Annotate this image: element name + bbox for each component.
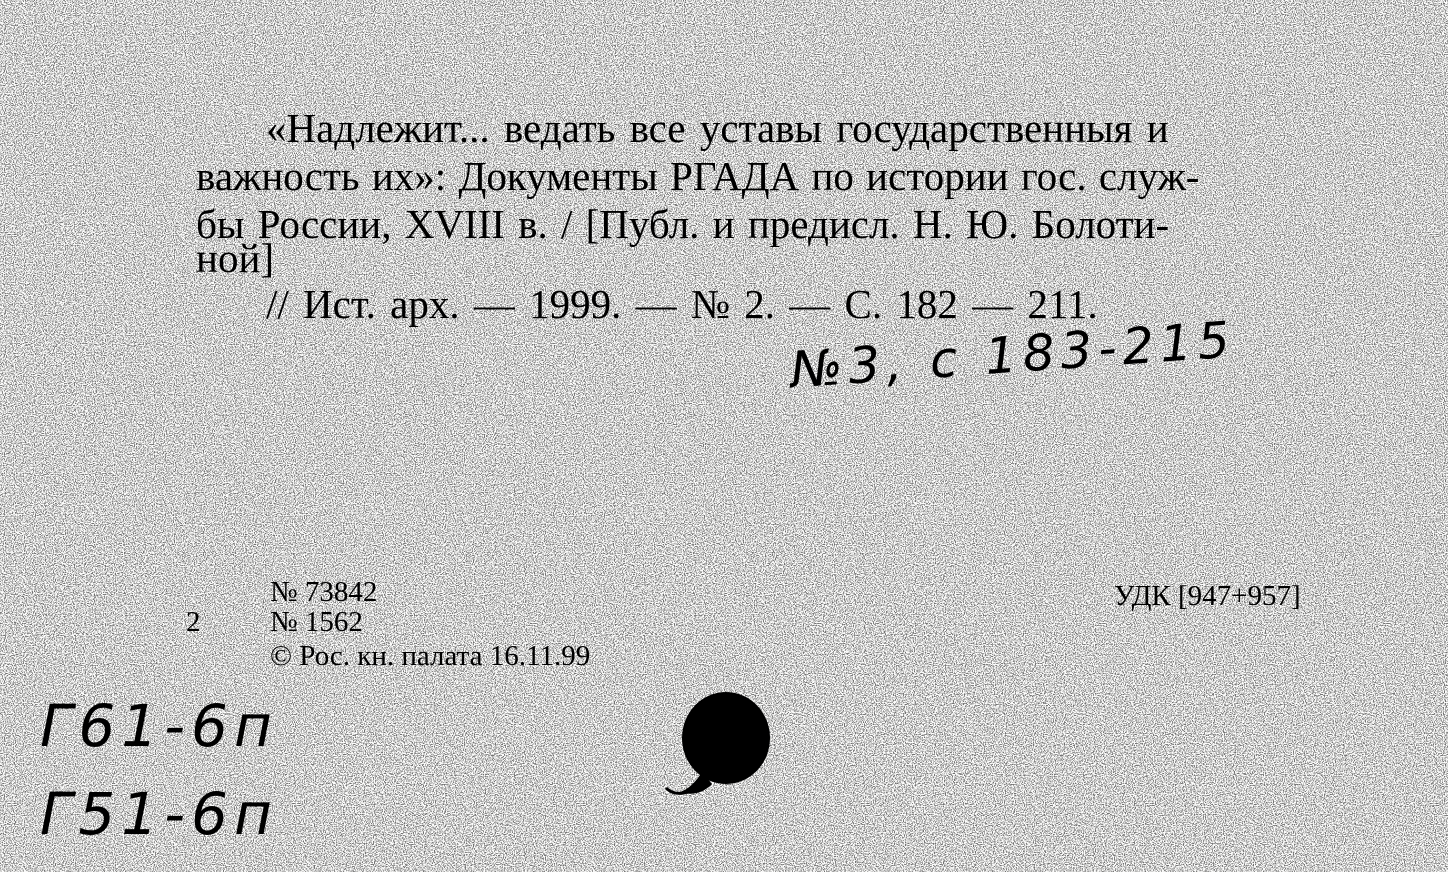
registration-marker: 2 — [186, 606, 201, 638]
handwritten-code-1: Г61-6п — [40, 692, 278, 760]
udc-code: УДК [947+957] — [1114, 580, 1301, 612]
handwritten-correction: №3, с 183-215 — [788, 310, 1238, 400]
registration-number-1: № 73842 — [270, 576, 378, 608]
book-chamber-stamp: © Рос. кн. палата 16.11.99 — [270, 640, 591, 672]
handwritten-code-2: Г51-6п — [40, 780, 278, 848]
registration-number-2: № 1562 — [270, 606, 363, 638]
entry-line-4: ной] — [196, 235, 275, 281]
entry-line-3: бы России, XVIII в. / [Публ. и предисл. Н. Ю. Болоти- — [196, 201, 1170, 247]
ink-blot — [650, 680, 790, 820]
entry-line-2: важность их»: Документы РГАДА по истории гос. служ- — [196, 153, 1200, 199]
entry-line-1: «Надлежит... ведать все уставы государственныя и — [266, 105, 1169, 151]
entry-line-5: // Ист. арх. — 1999. — № 2. — С. 182 — 211. — [266, 281, 1098, 327]
